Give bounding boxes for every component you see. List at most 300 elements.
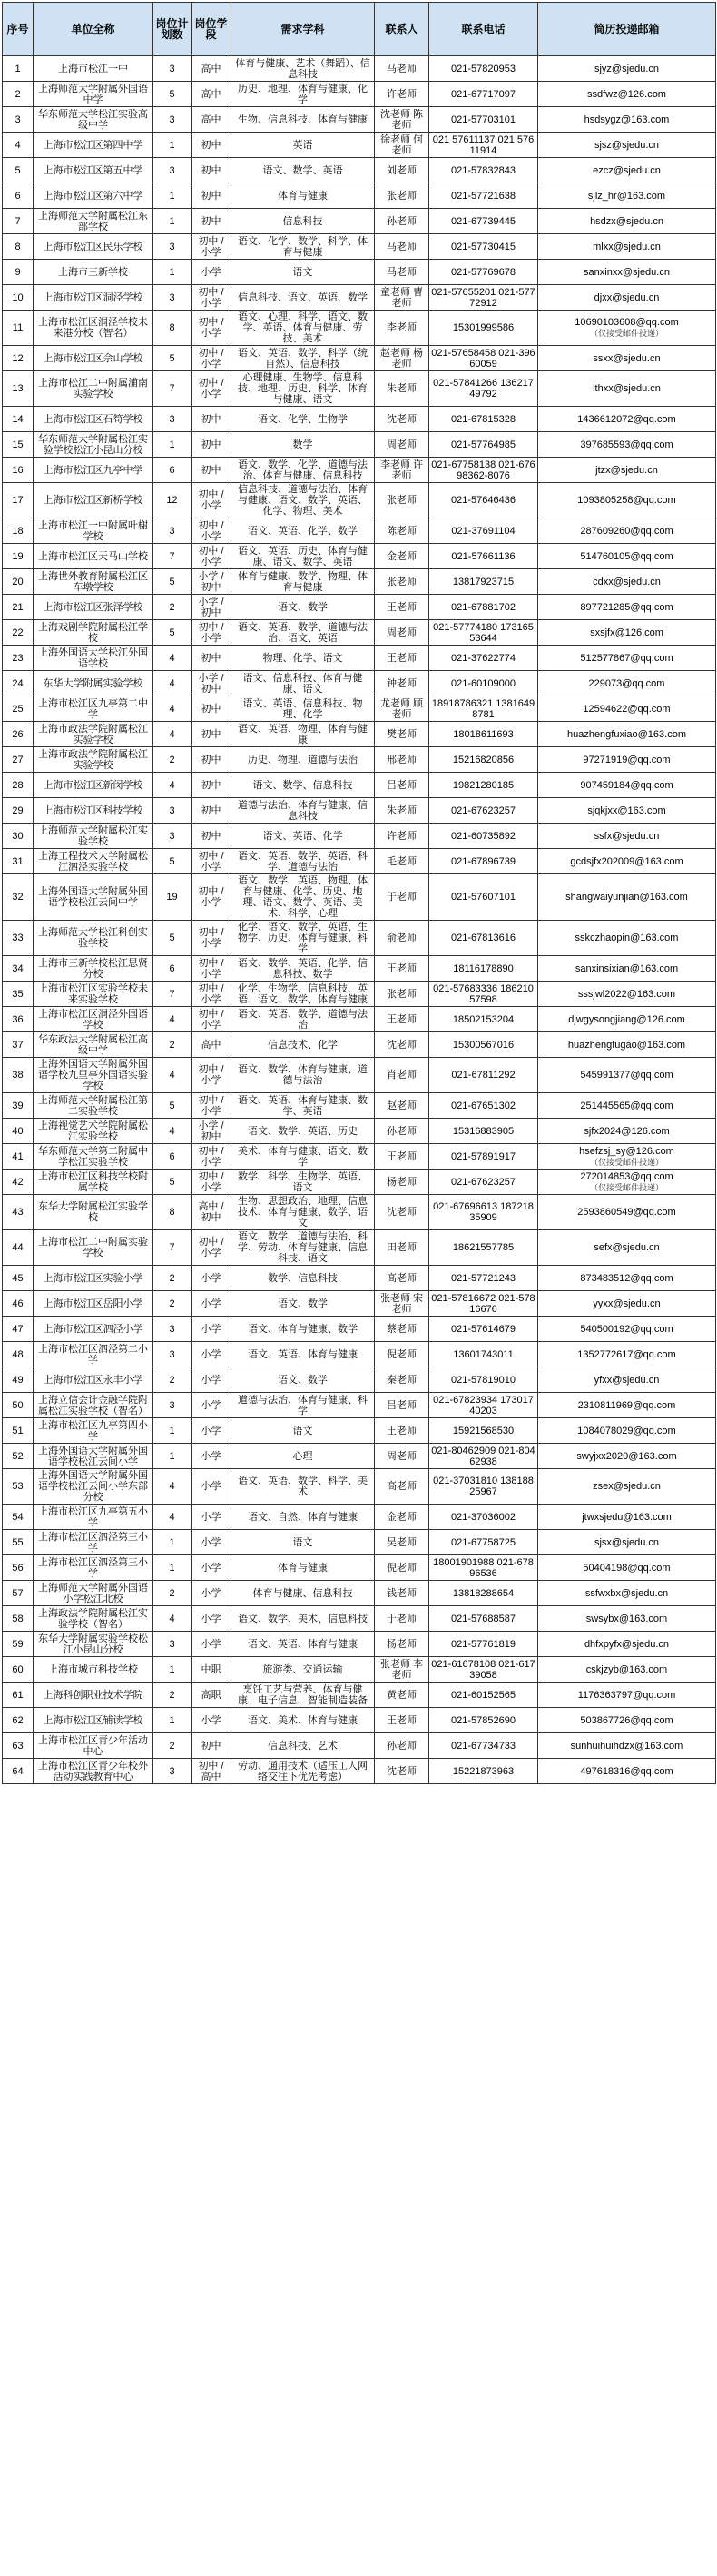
subjects bbox=[231, 1342, 375, 1367]
plan-count bbox=[153, 1505, 192, 1530]
unit-name bbox=[34, 285, 153, 311]
row-number bbox=[3, 874, 34, 921]
resume-email bbox=[538, 260, 716, 285]
subjects bbox=[231, 1393, 375, 1418]
school-stage-text: 初中 / 小学 bbox=[198, 886, 224, 908]
resume-email bbox=[538, 921, 716, 956]
row-number bbox=[3, 346, 34, 371]
contact-person bbox=[375, 1555, 429, 1581]
row-number-text: 15 bbox=[12, 439, 24, 450]
resume-email-text: 514760105@qq.com bbox=[580, 550, 673, 562]
contact-person-text: 钟老师 bbox=[387, 677, 417, 689]
unit-name-text: 上海市松江区张泽学校 bbox=[43, 601, 143, 613]
resume-email bbox=[538, 1058, 716, 1093]
resume-email-text: 97271919@qq.com bbox=[583, 754, 671, 765]
unit-name bbox=[34, 747, 153, 773]
unit-name bbox=[34, 1393, 153, 1418]
school-stage-text: 初中 / 小学 bbox=[198, 927, 224, 949]
school-stage bbox=[192, 646, 231, 671]
plan-count-text: 1 bbox=[169, 215, 175, 227]
plan-count-text: 2 bbox=[169, 1374, 175, 1386]
unit-name bbox=[34, 1469, 153, 1505]
unit-name-text: 上海市松江区新桥学校 bbox=[43, 495, 143, 506]
plan-count bbox=[153, 183, 192, 209]
subjects bbox=[231, 1058, 375, 1093]
row-number bbox=[3, 1759, 34, 1784]
school-stage-text: 小学 bbox=[201, 1450, 221, 1462]
header-plan: 岗位计划数 bbox=[153, 3, 192, 56]
contact-person bbox=[375, 1606, 429, 1632]
plan-count bbox=[153, 1733, 192, 1759]
unit-name-text: 上海立信会计金融学院附属松江实验学校（智名） bbox=[38, 1394, 148, 1416]
table-row bbox=[3, 1555, 716, 1581]
resume-email-text: 1093805258@qq.com bbox=[577, 495, 676, 506]
row-number bbox=[3, 1119, 34, 1144]
contact-phone-text: 021-57721638 bbox=[451, 190, 516, 202]
header-contact: 联系人 bbox=[375, 3, 429, 56]
school-stage-text: 初中 / 小学 bbox=[198, 1237, 224, 1258]
table-row bbox=[3, 595, 716, 620]
contact-person-text: 周老师 bbox=[387, 439, 417, 450]
plan-count-text: 7 bbox=[169, 383, 175, 394]
school-stage bbox=[192, 260, 231, 285]
unit-name-text: 上海市松江区第四中学 bbox=[43, 139, 143, 151]
table-row bbox=[3, 234, 716, 260]
contact-phone-text: 021-37691104 bbox=[451, 525, 516, 537]
school-stage bbox=[192, 107, 231, 133]
plan-count-text: 3 bbox=[169, 164, 175, 176]
unit-name-text: 上海外国语大学附属外国语学校九里亭外国语实验学校 bbox=[38, 1059, 148, 1091]
row-number-text: 37 bbox=[12, 1039, 24, 1051]
subjects bbox=[231, 346, 375, 371]
header-no: 序号 bbox=[3, 3, 34, 56]
contact-phone bbox=[429, 311, 538, 346]
plan-count-text: 4 bbox=[169, 1511, 175, 1523]
contact-person bbox=[375, 849, 429, 874]
subjects bbox=[231, 56, 375, 82]
contact-person bbox=[375, 158, 429, 183]
subjects-text: 语文、数学、英语、物理、体育与健康、化学、历史、地理、语文、数学、英语、美术、科学、心理 bbox=[238, 875, 368, 919]
unit-name-text: 上海市松江区九亭第四小学 bbox=[38, 1419, 148, 1442]
resume-email-text: 287609260@qq.com bbox=[580, 525, 673, 537]
contact-person bbox=[375, 183, 429, 209]
row-number bbox=[3, 1657, 34, 1683]
contact-person-text: 樊老师 bbox=[387, 728, 417, 740]
contact-person-text: 孙老师 bbox=[387, 215, 417, 227]
header-email: 简历投递邮箱 bbox=[538, 3, 716, 56]
unit-name bbox=[34, 260, 153, 285]
row-number bbox=[3, 1058, 34, 1093]
resume-email-text: sanxinxx@sjedu.cn bbox=[584, 266, 670, 278]
subjects bbox=[231, 1230, 375, 1266]
school-stage-text: 高职 bbox=[201, 1689, 221, 1701]
resume-email-text: sjfx2024@126.com bbox=[584, 1125, 670, 1137]
contact-phone-text: 021-60152565 bbox=[451, 1689, 516, 1701]
row-number-text: 20 bbox=[12, 576, 24, 587]
contact-person bbox=[375, 311, 429, 346]
school-stage-text: 初中 / 小学 bbox=[198, 378, 224, 400]
contact-phone bbox=[429, 1444, 538, 1469]
table-row bbox=[3, 1170, 716, 1195]
school-stage-text: 小学 bbox=[201, 1323, 221, 1335]
school-stage-text: 小学 bbox=[201, 1348, 221, 1360]
unit-name-text: 上海外国语大学附属外国语学校松江云间小学东部分校 bbox=[38, 1470, 148, 1503]
school-stage bbox=[192, 773, 231, 798]
contact-phone bbox=[429, 1393, 538, 1418]
resume-email-text: gcdsjfx202009@163.com bbox=[570, 855, 683, 867]
plan-count bbox=[153, 646, 192, 671]
contact-person bbox=[375, 107, 429, 133]
subjects bbox=[231, 311, 375, 346]
resume-email-text: 12594622@qq.com bbox=[583, 703, 671, 715]
unit-name bbox=[34, 56, 153, 82]
contact-person bbox=[375, 1418, 429, 1444]
unit-name bbox=[34, 824, 153, 849]
unit-name bbox=[34, 773, 153, 798]
contact-person-text: 金老师 bbox=[387, 550, 417, 562]
table-row bbox=[3, 1505, 716, 1530]
contact-person-text: 张老师 bbox=[387, 495, 417, 506]
resume-email-text: 897721285@qq.com bbox=[580, 601, 673, 613]
table-row bbox=[3, 544, 716, 569]
subjects-text: 语文、英语、物理、体育与健康 bbox=[238, 723, 368, 745]
contact-phone bbox=[429, 209, 538, 234]
row-number bbox=[3, 1733, 34, 1759]
row-number-text: 51 bbox=[12, 1425, 24, 1436]
school-stage-text: 小学 bbox=[201, 1587, 221, 1599]
subjects-text: 语文 bbox=[292, 1536, 313, 1548]
contact-person-text: 田老师 bbox=[387, 1242, 417, 1253]
plan-count-text: 1 bbox=[169, 1714, 175, 1726]
contact-person bbox=[375, 407, 429, 432]
contact-phone bbox=[429, 1032, 538, 1058]
row-number bbox=[3, 696, 34, 722]
contact-person bbox=[375, 874, 429, 921]
contact-phone-text: 021-57769678 bbox=[451, 266, 516, 278]
resume-email-text: ssxx@sjedu.cn bbox=[593, 352, 661, 364]
row-number-text: 43 bbox=[12, 1207, 24, 1218]
unit-name bbox=[34, 1418, 153, 1444]
subjects-text: 生物、信息科技、体育与健康 bbox=[238, 114, 368, 125]
resume-email bbox=[538, 483, 716, 518]
contact-phone bbox=[429, 432, 538, 458]
row-number bbox=[3, 1291, 34, 1317]
contact-phone-text: 021-57774180 17316553644 bbox=[433, 621, 534, 644]
resume-email bbox=[538, 1119, 716, 1144]
unit-name-text: 上海市松江二中附属浦南实验学校 bbox=[38, 378, 148, 400]
table-row bbox=[3, 82, 716, 107]
unit-name bbox=[34, 874, 153, 921]
subjects-text: 语文、数学、化学、道德与法治、体育与健康、信息科技 bbox=[238, 459, 368, 481]
school-stage-text: 小学 bbox=[201, 1714, 221, 1726]
school-stage bbox=[192, 183, 231, 209]
resume-email-text: 545991377@qq.com bbox=[580, 1070, 673, 1081]
subjects-text: 语文、心理、科学、语文、数学、英语、体育与健康、劳技、美术 bbox=[238, 311, 368, 344]
unit-name-text: 上海师范大学附属外国语小学松江北校 bbox=[38, 1582, 148, 1604]
table-row bbox=[3, 874, 716, 921]
table-row bbox=[3, 646, 716, 671]
unit-name bbox=[34, 1683, 153, 1708]
contact-person bbox=[375, 1144, 429, 1170]
school-stage bbox=[192, 1119, 231, 1144]
contact-phone-text: 021-67815328 bbox=[451, 413, 516, 425]
contact-phone bbox=[429, 234, 538, 260]
plan-count-text: 8 bbox=[169, 322, 175, 333]
unit-name bbox=[34, 432, 153, 458]
contact-phone-text: 021-37031810 13818825967 bbox=[433, 1476, 534, 1497]
contact-person bbox=[375, 773, 429, 798]
plan-count-text: 1 bbox=[169, 1425, 175, 1436]
contact-phone bbox=[429, 1632, 538, 1657]
row-number-text: 59 bbox=[12, 1638, 24, 1650]
school-stage-text: 初中 / 小学 bbox=[198, 621, 224, 644]
school-stage-text: 初中 / 小学 bbox=[198, 1170, 224, 1193]
resume-email-text: sskczhaopin@163.com bbox=[575, 933, 679, 943]
unit-name-text: 上海市松江区佘山学校 bbox=[43, 352, 143, 364]
contact-phone-text: 021-57688587 bbox=[451, 1613, 516, 1624]
contact-person-text: 陈老师 bbox=[387, 525, 417, 537]
unit-name bbox=[34, 1444, 153, 1469]
school-stage bbox=[192, 1093, 231, 1119]
contact-phone bbox=[429, 483, 538, 518]
contact-phone-text: 021-60735892 bbox=[451, 830, 516, 842]
subjects-text: 语文、英语、数学、科学（统自然）、信息科技 bbox=[238, 347, 368, 370]
subjects-text: 数学、信息科技 bbox=[268, 1272, 338, 1284]
contact-phone bbox=[429, 620, 538, 646]
unit-name bbox=[34, 346, 153, 371]
school-stage-text: 初中 / 小学 bbox=[198, 489, 224, 511]
contact-person bbox=[375, 696, 429, 722]
plan-count bbox=[153, 544, 192, 569]
plan-count-text: 2 bbox=[169, 754, 175, 765]
subjects bbox=[231, 1317, 375, 1342]
row-number bbox=[3, 921, 34, 956]
school-stage-text: 小学 bbox=[201, 1613, 221, 1624]
unit-name-text: 东华大学附属实验学校 bbox=[43, 677, 143, 689]
resume-email-text: 272014853@qq.com bbox=[580, 1170, 673, 1182]
school-stage bbox=[192, 620, 231, 646]
plan-count bbox=[153, 483, 192, 518]
subjects-text: 语文、英语、数学、科学、美术 bbox=[238, 1476, 368, 1497]
unit-name-text: 上海市松江区实验学校未来实验学校 bbox=[38, 982, 148, 1005]
plan-count-text: 4 bbox=[169, 728, 175, 740]
unit-name bbox=[34, 544, 153, 569]
school-stage bbox=[192, 595, 231, 620]
school-stage bbox=[192, 1032, 231, 1058]
school-stage bbox=[192, 234, 231, 260]
table-row bbox=[3, 1007, 716, 1032]
row-number bbox=[3, 1367, 34, 1393]
subjects bbox=[231, 1530, 375, 1555]
subjects-text: 语文、化学、生物学 bbox=[258, 413, 348, 425]
resume-email-text: sjyz@sjedu.cn bbox=[594, 63, 660, 74]
resume-email bbox=[538, 1555, 716, 1581]
unit-name bbox=[34, 646, 153, 671]
contact-person bbox=[375, 722, 429, 747]
contact-phone-text: 021-57891917 bbox=[451, 1150, 516, 1162]
row-number bbox=[3, 1444, 34, 1469]
contact-person bbox=[375, 1230, 429, 1266]
plan-count bbox=[153, 1266, 192, 1291]
plan-count bbox=[153, 1418, 192, 1444]
plan-count bbox=[153, 620, 192, 646]
contact-phone-text: 15921568530 bbox=[452, 1425, 515, 1436]
resume-email bbox=[538, 518, 716, 544]
table-row bbox=[3, 956, 716, 982]
plan-count bbox=[153, 234, 192, 260]
row-number bbox=[3, 1032, 34, 1058]
unit-name-text: 上海外国语大学附属外国语学校松江云间小学 bbox=[38, 1445, 148, 1467]
unit-name bbox=[34, 620, 153, 646]
resume-email bbox=[538, 798, 716, 824]
plan-count bbox=[153, 1195, 192, 1230]
unit-name-text: 上海市松江区泗泾第二小学 bbox=[38, 1343, 148, 1366]
contact-person-text: 张老师 bbox=[387, 190, 417, 202]
plan-count-text: 5 bbox=[169, 1100, 175, 1111]
contact-phone-text: 021-57761819 bbox=[451, 1638, 516, 1650]
contact-phone-text: 18116178890 bbox=[453, 962, 514, 974]
row-number bbox=[3, 285, 34, 311]
contact-person-text: 王老师 bbox=[387, 601, 417, 613]
contact-phone bbox=[429, 56, 538, 82]
school-stage-text: 初中 / 小学 bbox=[198, 1094, 224, 1117]
contact-phone-text: 021-57764985 bbox=[451, 439, 516, 450]
resume-email bbox=[538, 544, 716, 569]
school-stage bbox=[192, 1606, 231, 1632]
subjects-text: 美术、体育与健康、语文、数学 bbox=[238, 1145, 368, 1168]
school-stage bbox=[192, 133, 231, 158]
row-number-text: 32 bbox=[12, 892, 24, 903]
contact-person-text: 张老师 李老师 bbox=[379, 1658, 424, 1681]
contact-phone-text: 021-37622774 bbox=[451, 652, 516, 664]
school-stage-text: 小学 bbox=[201, 1536, 221, 1548]
row-number-text: 2 bbox=[15, 88, 21, 100]
row-number-text: 46 bbox=[12, 1298, 24, 1309]
unit-name bbox=[34, 1266, 153, 1291]
row-number bbox=[3, 798, 34, 824]
contact-phone-text: 021 57611137 021 57611914 bbox=[432, 133, 535, 156]
school-stage-text: 初中 bbox=[201, 754, 221, 765]
resume-email-text: 1084078029@qq.com bbox=[577, 1425, 676, 1436]
school-stage bbox=[192, 346, 231, 371]
resume-email-text: hsdzx@sjedu.cn bbox=[590, 215, 663, 227]
row-number bbox=[3, 544, 34, 569]
table-row bbox=[3, 133, 716, 158]
subjects bbox=[231, 1606, 375, 1632]
resume-email-text: ssdfwz@126.com bbox=[587, 88, 666, 100]
school-stage bbox=[192, 56, 231, 82]
subjects-text: 心理 bbox=[292, 1450, 313, 1462]
table-row bbox=[3, 183, 716, 209]
resume-email-text: jtwxsjedu@163.com bbox=[582, 1511, 672, 1523]
contact-phone-text: 13817923715 bbox=[452, 576, 515, 587]
contact-phone-text: 021-67739445 bbox=[451, 215, 516, 227]
row-number-text: 6 bbox=[15, 190, 21, 202]
contact-phone bbox=[429, 1144, 538, 1170]
unit-name-text: 上海市松江区辅读学校 bbox=[43, 1714, 143, 1726]
unit-name bbox=[34, 1505, 153, 1530]
contact-person-text: 沈老师 bbox=[387, 1765, 417, 1777]
contact-person-text: 张老师 宋老师 bbox=[379, 1292, 424, 1315]
plan-count-text: 2 bbox=[169, 1039, 175, 1051]
contact-phone bbox=[429, 921, 538, 956]
unit-name bbox=[34, 1119, 153, 1144]
plan-count-text: 1 bbox=[169, 1663, 175, 1675]
contact-phone-text: 021-67734733 bbox=[451, 1740, 516, 1752]
unit-name bbox=[34, 595, 153, 620]
school-stage-text: 初中 bbox=[201, 439, 221, 450]
contact-phone bbox=[429, 646, 538, 671]
unit-name-text: 华东政法大学附属松江高级中学 bbox=[38, 1033, 148, 1056]
plan-count bbox=[153, 1032, 192, 1058]
resume-email-text: 540500192@qq.com bbox=[580, 1323, 673, 1335]
subjects-text: 劳动、通用技术（适压工人网络交往下优先考虑） bbox=[238, 1760, 368, 1782]
resume-email bbox=[538, 1266, 716, 1291]
contact-person bbox=[375, 956, 429, 982]
plan-count bbox=[153, 1291, 192, 1317]
resume-email-text: 503867726@qq.com bbox=[580, 1714, 673, 1726]
contact-phone bbox=[429, 458, 538, 483]
school-stage-text: 中职 bbox=[201, 1663, 221, 1675]
contact-phone bbox=[429, 1119, 538, 1144]
subjects-text: 化学、语文、数学、英语、生物学、历史、体育与健康、科学 bbox=[238, 922, 368, 954]
unit-name-text: 上海师范大学附属松江实验学校 bbox=[38, 824, 148, 847]
contact-phone bbox=[429, 107, 538, 133]
contact-phone bbox=[429, 1581, 538, 1606]
subjects bbox=[231, 1007, 375, 1032]
row-number-text: 62 bbox=[12, 1714, 24, 1726]
contact-person-text: 马老师 bbox=[387, 63, 417, 74]
plan-count bbox=[153, 747, 192, 773]
resume-email bbox=[538, 1418, 716, 1444]
table-row bbox=[3, 1342, 716, 1367]
contact-phone-text: 021-57832843 bbox=[451, 164, 516, 176]
contact-person-text: 倪老师 bbox=[387, 1562, 417, 1574]
school-stage bbox=[192, 1418, 231, 1444]
table-row bbox=[3, 346, 716, 371]
contact-phone bbox=[429, 982, 538, 1007]
row-number-text: 40 bbox=[12, 1125, 24, 1137]
contact-phone-text: 18001901988 021-67896536 bbox=[433, 1556, 534, 1579]
plan-count bbox=[153, 956, 192, 982]
subjects bbox=[231, 1444, 375, 1469]
subjects-text: 语文、自然、体育与健康 bbox=[248, 1511, 358, 1523]
table-row bbox=[3, 1444, 716, 1469]
contact-person bbox=[375, 1530, 429, 1555]
contact-phone-text: 15316883905 bbox=[452, 1125, 515, 1137]
contact-phone bbox=[429, 183, 538, 209]
contact-phone-text: 021-67813616 bbox=[451, 933, 516, 943]
subjects bbox=[231, 158, 375, 183]
subjects bbox=[231, 849, 375, 874]
contact-phone bbox=[429, 696, 538, 722]
school-stage-text: 初中 bbox=[201, 190, 221, 202]
header-phone: 联系电话 bbox=[429, 3, 538, 56]
school-stage bbox=[192, 1195, 231, 1230]
subjects-text: 数学 bbox=[292, 439, 313, 450]
resume-email bbox=[538, 346, 716, 371]
row-number bbox=[3, 1530, 34, 1555]
table-row bbox=[3, 1606, 716, 1632]
contact-phone bbox=[429, 1367, 538, 1393]
row-number-text: 30 bbox=[12, 830, 24, 842]
row-number-text: 34 bbox=[12, 962, 24, 974]
plan-count-text: 2 bbox=[169, 1740, 175, 1752]
row-number-text: 60 bbox=[12, 1663, 24, 1675]
resume-email bbox=[538, 722, 716, 747]
resume-email bbox=[538, 1317, 716, 1342]
contact-person bbox=[375, 1733, 429, 1759]
